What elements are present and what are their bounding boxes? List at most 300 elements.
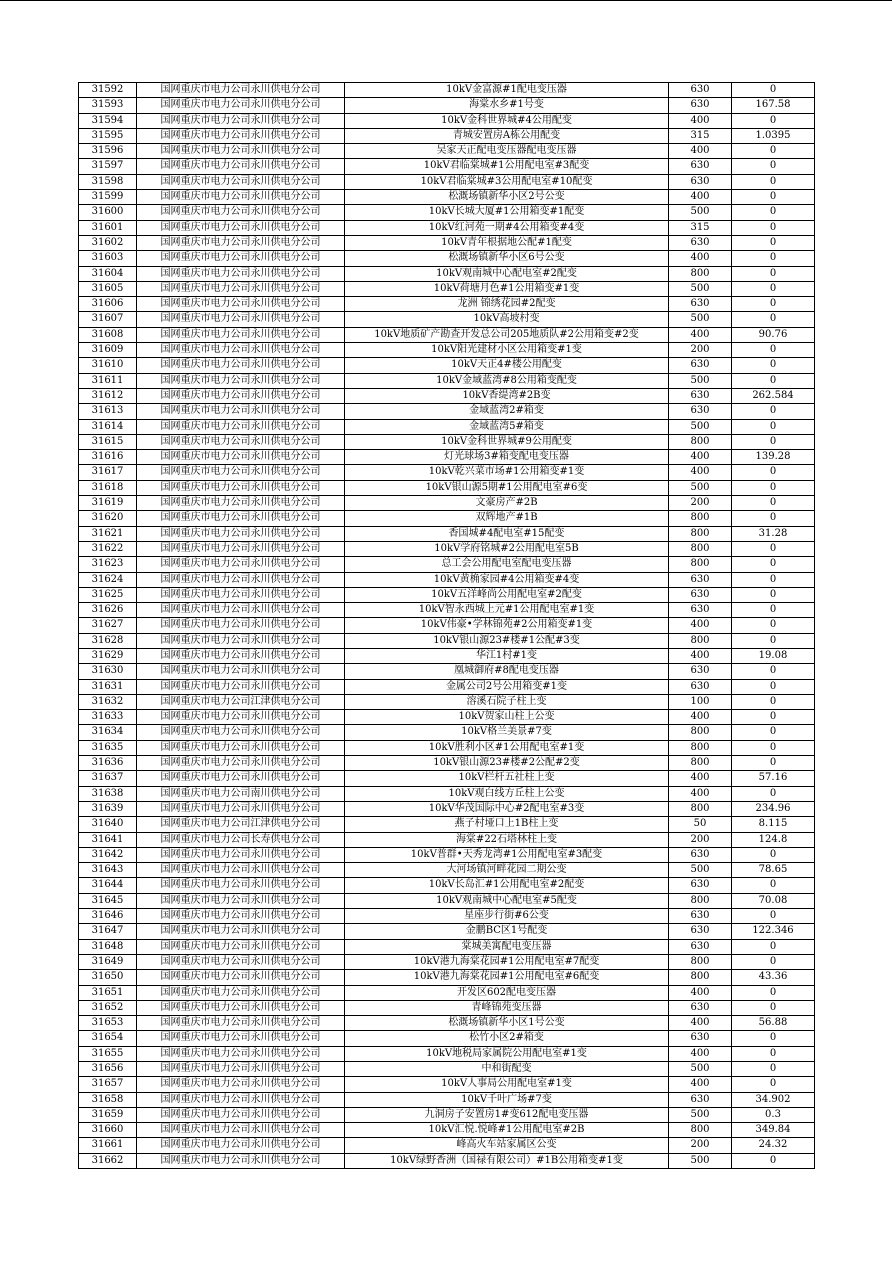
table-row <box>79 740 815 755</box>
transformer-name-cell: 大河场镇河畔花园二期公变 <box>345 863 669 878</box>
transformer-name-cell: 华江1村#1变 <box>345 648 669 663</box>
table-row <box>79 557 815 572</box>
row-id-cell: 31644 <box>79 878 137 893</box>
value-cell: 0 <box>732 83 815 98</box>
value-cell: 0 <box>732 679 815 694</box>
company-cell: 国网重庆市电力公司永川供电分公司 <box>137 312 345 327</box>
capacity-cell: 800 <box>669 1123 732 1138</box>
capacity-cell: 800 <box>669 526 732 541</box>
company-cell: 国网重庆市电力公司永川供电分公司 <box>137 924 345 939</box>
capacity-cell: 400 <box>669 327 732 342</box>
row-id-cell: 31626 <box>79 603 137 618</box>
row-id-cell: 31634 <box>79 725 137 740</box>
value-cell: 0 <box>732 419 815 434</box>
transformer-name-cell: 10kV银山源5期#1公用配电室#6变 <box>345 480 669 495</box>
row-id-cell: 31639 <box>79 801 137 816</box>
value-cell: 0 <box>732 909 815 924</box>
transformer-name-cell: 灯光球场3#箱变配电变压器 <box>345 450 669 465</box>
transformer-name-cell: 10kV荷塘月色#1公用箱变#1变 <box>345 281 669 296</box>
table-row <box>79 128 815 143</box>
capacity-cell: 800 <box>669 740 732 755</box>
capacity-cell: 630 <box>669 924 732 939</box>
value-cell: 0 <box>732 740 815 755</box>
value-cell: 0 <box>732 664 815 679</box>
transformer-name-cell: 九洞房子安置房1#变612配电变压器 <box>345 1107 669 1122</box>
table-row <box>79 648 815 663</box>
table-row <box>79 526 815 541</box>
company-cell: 国网重庆市电力公司永川供电分公司 <box>137 725 345 740</box>
company-cell: 国网重庆市电力公司永川供电分公司 <box>137 1092 345 1107</box>
row-id-cell: 31662 <box>79 1153 137 1168</box>
value-cell: 0 <box>732 404 815 419</box>
capacity-cell: 630 <box>669 297 732 312</box>
capacity-cell: 315 <box>669 220 732 235</box>
capacity-cell: 400 <box>669 1016 732 1031</box>
company-cell: 国网重庆市电力公司永川供电分公司 <box>137 113 345 128</box>
transformer-name-cell: 松溉场镇新华小区6号公变 <box>345 251 669 266</box>
company-cell: 国网重庆市电力公司永川供电分公司 <box>137 618 345 633</box>
row-id-cell: 31643 <box>79 863 137 878</box>
value-cell: 0 <box>732 281 815 296</box>
capacity-cell: 800 <box>669 557 732 572</box>
transformer-name-cell: 10kV金域蓝湾#8公用箱变配变 <box>345 373 669 388</box>
value-cell: 0 <box>732 190 815 205</box>
capacity-cell: 400 <box>669 710 732 725</box>
table-row <box>79 633 815 648</box>
table-row <box>79 725 815 740</box>
company-cell: 国网重庆市电力公司永川供电分公司 <box>137 235 345 250</box>
capacity-cell: 400 <box>669 985 732 1000</box>
table-row <box>79 1046 815 1061</box>
capacity-cell: 800 <box>669 970 732 985</box>
transformer-name-cell: 金属公司2号公用箱变#1变 <box>345 679 669 694</box>
capacity-cell: 800 <box>669 801 732 816</box>
value-cell: 8.115 <box>732 817 815 832</box>
transformer-name-cell: 10kV香缇湾#2B变 <box>345 388 669 403</box>
transformer-name-cell: 10kV地质矿产勘查开发总公司205地质队#2公用箱变#2变 <box>345 327 669 342</box>
value-cell: 0 <box>732 266 815 281</box>
table-row <box>79 817 815 832</box>
company-cell: 国网重庆市电力公司永川供电分公司 <box>137 970 345 985</box>
company-cell: 国网重庆市电力公司南川供电分公司 <box>137 786 345 801</box>
table-row <box>79 83 815 98</box>
company-cell: 国网重庆市电力公司永川供电分公司 <box>137 1123 345 1138</box>
capacity-cell: 800 <box>669 954 732 969</box>
value-cell: 167.58 <box>732 98 815 113</box>
company-cell: 国网重庆市电力公司永川供电分公司 <box>137 1031 345 1046</box>
table-row <box>79 465 815 480</box>
value-cell: 0 <box>732 756 815 771</box>
company-cell: 国网重庆市电力公司永川供电分公司 <box>137 190 345 205</box>
capacity-cell: 630 <box>669 235 732 250</box>
row-id-cell: 31599 <box>79 190 137 205</box>
value-cell: 122.346 <box>732 924 815 939</box>
row-id-cell: 31596 <box>79 144 137 159</box>
company-cell: 国网重庆市电力公司永川供电分公司 <box>137 297 345 312</box>
company-cell: 国网重庆市电力公司永川供电分公司 <box>137 801 345 816</box>
value-cell: 0 <box>732 511 815 526</box>
company-cell: 国网重庆市电力公司永川供电分公司 <box>137 251 345 266</box>
row-id-cell: 31625 <box>79 587 137 602</box>
table-row <box>79 603 815 618</box>
table-row <box>79 404 815 419</box>
value-cell: 78.65 <box>732 863 815 878</box>
row-id-cell: 31597 <box>79 159 137 174</box>
table-row <box>79 297 815 312</box>
company-cell: 国网重庆市电力公司永川供电分公司 <box>137 740 345 755</box>
capacity-cell: 400 <box>669 786 732 801</box>
value-cell: 1.0395 <box>732 128 815 143</box>
table-row <box>79 327 815 342</box>
capacity-cell: 800 <box>669 434 732 449</box>
transformer-name-cell: 10kV高坡村变 <box>345 312 669 327</box>
capacity-cell: 315 <box>669 128 732 143</box>
capacity-cell: 400 <box>669 771 732 786</box>
row-id-cell: 31601 <box>79 220 137 235</box>
row-id-cell: 31610 <box>79 358 137 373</box>
table-row <box>79 878 815 893</box>
row-id-cell: 31633 <box>79 710 137 725</box>
table-row <box>79 541 815 556</box>
capacity-cell: 500 <box>669 419 732 434</box>
company-cell: 国网重庆市电力公司永川供电分公司 <box>137 480 345 495</box>
table-row <box>79 1123 815 1138</box>
transformer-name-cell: 10kV观南城中心配电室#5配变 <box>345 893 669 908</box>
table-row <box>79 1031 815 1046</box>
transformer-name-cell: 10kV人事局公用配电室#1变 <box>345 1077 669 1092</box>
row-id-cell: 31642 <box>79 847 137 862</box>
row-id-cell: 31604 <box>79 266 137 281</box>
table-row <box>79 144 815 159</box>
table-row <box>79 924 815 939</box>
company-cell: 国网重庆市电力公司永川供电分公司 <box>137 343 345 358</box>
transformer-name-cell: 海棠#22石塔林柱上变 <box>345 832 669 847</box>
transformer-name-cell: 金域蓝湾2#箱变 <box>345 404 669 419</box>
row-id-cell: 31649 <box>79 954 137 969</box>
value-cell: 0 <box>732 633 815 648</box>
company-cell: 国网重庆市电力公司永川供电分公司 <box>137 572 345 587</box>
transformer-name-cell: 10kV长岛汇#1公用配电室#2配变 <box>345 878 669 893</box>
value-cell: 0 <box>732 373 815 388</box>
capacity-cell: 630 <box>669 1092 732 1107</box>
company-cell: 国网重庆市电力公司永川供电分公司 <box>137 358 345 373</box>
company-cell: 国网重庆市电力公司永川供电分公司 <box>137 878 345 893</box>
value-cell: 0 <box>732 159 815 174</box>
row-id-cell: 31613 <box>79 404 137 419</box>
value-cell: 34.902 <box>732 1092 815 1107</box>
table-row <box>79 618 815 633</box>
table-row <box>79 312 815 327</box>
row-id-cell: 31609 <box>79 343 137 358</box>
row-id-cell: 31650 <box>79 970 137 985</box>
capacity-cell: 500 <box>669 281 732 296</box>
row-id-cell: 31617 <box>79 465 137 480</box>
company-cell: 国网重庆市电力公司永川供电分公司 <box>137 526 345 541</box>
row-id-cell: 31592 <box>79 83 137 98</box>
capacity-cell: 400 <box>669 144 732 159</box>
table-row <box>79 1062 815 1077</box>
capacity-cell: 400 <box>669 648 732 663</box>
company-cell: 国网重庆市电力公司永川供电分公司 <box>137 327 345 342</box>
transformer-name-cell: 10kV五洋峰尚公用配电室#2配变 <box>345 587 669 602</box>
capacity-cell: 400 <box>669 1046 732 1061</box>
capacity-cell: 630 <box>669 404 732 419</box>
row-id-cell: 31647 <box>79 924 137 939</box>
transformer-name-cell: 10kV阳光建材小区公用箱变#1变 <box>345 343 669 358</box>
transformer-name-cell: 10kV格兰美景#7变 <box>345 725 669 740</box>
capacity-cell: 500 <box>669 1107 732 1122</box>
table-row <box>79 939 815 954</box>
value-cell: 0 <box>732 541 815 556</box>
table-row <box>79 679 815 694</box>
company-cell: 国网重庆市电力公司永川供电分公司 <box>137 710 345 725</box>
value-cell: 0 <box>732 878 815 893</box>
company-cell: 国网重庆市电力公司永川供电分公司 <box>137 159 345 174</box>
transformer-name-cell: 松溉场镇新华小区1号公变 <box>345 1016 669 1031</box>
company-cell: 国网重庆市电力公司永川供电分公司 <box>137 771 345 786</box>
row-id-cell: 31600 <box>79 205 137 220</box>
row-id-cell: 31627 <box>79 618 137 633</box>
transformer-name-cell: 文豪房产#2B <box>345 496 669 511</box>
table-row <box>79 970 815 985</box>
capacity-cell: 630 <box>669 603 732 618</box>
capacity-cell: 400 <box>669 251 732 266</box>
transformer-name-cell: 凰城御府#8配电变压器 <box>345 664 669 679</box>
transformer-name-cell: 10kV千叶广场#7变 <box>345 1092 669 1107</box>
value-cell: 0 <box>732 847 815 862</box>
company-cell: 国网重庆市电力公司永川供电分公司 <box>137 419 345 434</box>
table-row <box>79 771 815 786</box>
capacity-cell: 500 <box>669 1062 732 1077</box>
transformer-name-cell: 10kV银山源23#楼#2公配#2变 <box>345 756 669 771</box>
table-row <box>79 664 815 679</box>
row-id-cell: 31620 <box>79 511 137 526</box>
company-cell: 国网重庆市电力公司永川供电分公司 <box>137 128 345 143</box>
capacity-cell: 630 <box>669 1031 732 1046</box>
row-id-cell: 31603 <box>79 251 137 266</box>
capacity-cell: 800 <box>669 541 732 556</box>
transformer-name-cell: 10kV金科世界城#4公用配变 <box>345 113 669 128</box>
row-id-cell: 31630 <box>79 664 137 679</box>
transformer-name-cell: 10kV观南城中心配电室#2配变 <box>345 266 669 281</box>
row-id-cell: 31653 <box>79 1016 137 1031</box>
value-cell: 0 <box>732 358 815 373</box>
value-cell: 57.16 <box>732 771 815 786</box>
company-cell: 国网重庆市电力公司永川供电分公司 <box>137 373 345 388</box>
row-id-cell: 31615 <box>79 434 137 449</box>
company-cell: 国网重庆市电力公司永川供电分公司 <box>137 388 345 403</box>
transformer-name-cell: 溶溪石院子柱上变 <box>345 694 669 709</box>
row-id-cell: 31658 <box>79 1092 137 1107</box>
capacity-cell: 400 <box>669 465 732 480</box>
transformer-name-cell: 中和街配变 <box>345 1062 669 1077</box>
value-cell: 90.76 <box>732 327 815 342</box>
row-id-cell: 31661 <box>79 1138 137 1153</box>
capacity-cell: 630 <box>669 572 732 587</box>
table-row <box>79 1092 815 1107</box>
row-id-cell: 31636 <box>79 756 137 771</box>
row-id-cell: 31598 <box>79 174 137 189</box>
value-cell: 0 <box>732 480 815 495</box>
transformer-name-cell: 10kV栏杆五社柱上变 <box>345 771 669 786</box>
company-cell: 国网重庆市电力公司永川供电分公司 <box>137 1046 345 1061</box>
company-cell: 国网重庆市电力公司永川供电分公司 <box>137 496 345 511</box>
transformer-name-cell: 双辉地产#1B <box>345 511 669 526</box>
transformer-name-cell: 10kV金富源#1配电变压器 <box>345 83 669 98</box>
row-id-cell: 31606 <box>79 297 137 312</box>
capacity-cell: 800 <box>669 511 732 526</box>
table-row <box>79 909 815 924</box>
value-cell: 0 <box>732 235 815 250</box>
row-id-cell: 31637 <box>79 771 137 786</box>
transformer-name-cell: 香国城#4配电室#15配变 <box>345 526 669 541</box>
table-row <box>79 985 815 1000</box>
capacity-cell: 500 <box>669 1153 732 1168</box>
value-cell: 0 <box>732 1046 815 1061</box>
value-cell: 0 <box>732 297 815 312</box>
row-id-cell: 31607 <box>79 312 137 327</box>
value-cell: 0 <box>732 1031 815 1046</box>
value-cell: 24.32 <box>732 1138 815 1153</box>
transformer-name-cell: 10kV港九海棠花园#1公用配电室#7配变 <box>345 954 669 969</box>
table-row <box>79 496 815 511</box>
row-id-cell: 31628 <box>79 633 137 648</box>
value-cell: 349.84 <box>732 1123 815 1138</box>
transformer-name-cell: 棠城美寓配电变压器 <box>345 939 669 954</box>
table-row <box>79 419 815 434</box>
table-row <box>79 373 815 388</box>
company-cell: 国网重庆市电力公司永川供电分公司 <box>137 404 345 419</box>
row-id-cell: 31614 <box>79 419 137 434</box>
capacity-cell: 500 <box>669 863 732 878</box>
capacity-cell: 630 <box>669 878 732 893</box>
row-id-cell: 31638 <box>79 786 137 801</box>
company-cell: 国网重庆市电力公司永川供电分公司 <box>137 1138 345 1153</box>
company-cell: 国网重庆市电力公司永川供电分公司 <box>137 648 345 663</box>
value-cell: 0 <box>732 786 815 801</box>
value-cell: 0 <box>732 587 815 602</box>
transformer-name-cell: 10kV银山源23#楼#1公配#3变 <box>345 633 669 648</box>
transformer-name-cell: 10kV胜利小区#1公用配电室#1变 <box>345 740 669 755</box>
transformer-name-cell: 10kV华茂国际中心#2配电室#3变 <box>345 801 669 816</box>
transformer-name-cell: 10kV君临棠城#3公用配电室#10配变 <box>345 174 669 189</box>
value-cell: 0 <box>732 725 815 740</box>
transformer-name-cell: 10kV长城大厦#1公用箱变#1配变 <box>345 205 669 220</box>
table-row <box>79 511 815 526</box>
transformer-name-cell: 吴家天正配电变压器配电变压器 <box>345 144 669 159</box>
transformer-name-cell: 青峰锦苑变压器 <box>345 1000 669 1015</box>
row-id-cell: 31618 <box>79 480 137 495</box>
transformer-name-cell: 10kV绿野香洲（国禄有限公司）#1B公用箱变#1变 <box>345 1153 669 1168</box>
capacity-cell: 400 <box>669 1077 732 1092</box>
company-cell: 国网重庆市电力公司永川供电分公司 <box>137 541 345 556</box>
capacity-cell: 800 <box>669 633 732 648</box>
company-cell: 国网重庆市电力公司永川供电分公司 <box>137 847 345 862</box>
transformer-name-cell: 10kV港九海棠花园#1公用配电室#6配变 <box>345 970 669 985</box>
company-cell: 国网重庆市电力公司永川供电分公司 <box>137 450 345 465</box>
transformer-name-cell: 星座步行街#6公变 <box>345 909 669 924</box>
value-cell: 0 <box>732 1062 815 1077</box>
table-row <box>79 159 815 174</box>
company-cell: 国网重庆市电力公司永川供电分公司 <box>137 603 345 618</box>
row-id-cell: 31631 <box>79 679 137 694</box>
company-cell: 国网重庆市电力公司江津供电分公司 <box>137 694 345 709</box>
transformer-name-cell: 10kV金科世界城#9公用配变 <box>345 434 669 449</box>
row-id-cell: 31602 <box>79 235 137 250</box>
transformer-name-cell: 海棠水乡#1号变 <box>345 98 669 113</box>
capacity-cell: 800 <box>669 893 732 908</box>
row-id-cell: 31652 <box>79 1000 137 1015</box>
table-row <box>79 847 815 862</box>
value-cell: 31.28 <box>732 526 815 541</box>
capacity-cell: 630 <box>669 83 732 98</box>
value-cell: 0 <box>732 113 815 128</box>
table-row <box>79 1016 815 1031</box>
company-cell: 国网重庆市电力公司永川供电分公司 <box>137 83 345 98</box>
value-cell: 0.3 <box>732 1107 815 1122</box>
capacity-cell: 630 <box>669 159 732 174</box>
capacity-cell: 630 <box>669 847 732 862</box>
capacity-cell: 400 <box>669 618 732 633</box>
table-row <box>79 954 815 969</box>
table-row <box>79 1000 815 1015</box>
capacity-cell: 800 <box>669 756 732 771</box>
company-cell: 国网重庆市电力公司永川供电分公司 <box>137 220 345 235</box>
capacity-cell: 630 <box>669 939 732 954</box>
capacity-cell: 400 <box>669 190 732 205</box>
capacity-cell: 630 <box>669 679 732 694</box>
capacity-cell: 500 <box>669 480 732 495</box>
row-id-cell: 31646 <box>79 909 137 924</box>
capacity-cell: 630 <box>669 664 732 679</box>
capacity-cell: 630 <box>669 909 732 924</box>
company-cell: 国网重庆市电力公司永川供电分公司 <box>137 893 345 908</box>
value-cell: 0 <box>732 1153 815 1168</box>
table-row <box>79 710 815 725</box>
company-cell: 国网重庆市电力公司永川供电分公司 <box>137 985 345 1000</box>
company-cell: 国网重庆市电力公司永川供电分公司 <box>137 633 345 648</box>
capacity-cell: 100 <box>669 694 732 709</box>
transformer-name-cell: 10kV乾兴菜市场#1公用箱变#1变 <box>345 465 669 480</box>
value-cell: 0 <box>732 710 815 725</box>
capacity-cell: 200 <box>669 343 732 358</box>
capacity-cell: 630 <box>669 174 732 189</box>
value-cell: 0 <box>732 220 815 235</box>
value-cell: 0 <box>732 985 815 1000</box>
page-top-rule <box>0 0 892 1</box>
row-id-cell: 31648 <box>79 939 137 954</box>
transformer-table-body <box>79 83 815 1169</box>
company-cell: 国网重庆市电力公司永川供电分公司 <box>137 205 345 220</box>
row-id-cell: 31654 <box>79 1031 137 1046</box>
capacity-cell: 630 <box>669 388 732 403</box>
value-cell: 0 <box>732 343 815 358</box>
transformer-name-cell: 燕子村垭口上1B柱上变 <box>345 817 669 832</box>
table-row <box>79 174 815 189</box>
company-cell: 国网重庆市电力公司永川供电分公司 <box>137 1016 345 1031</box>
value-cell: 262.584 <box>732 388 815 403</box>
capacity-cell: 800 <box>669 266 732 281</box>
table-row <box>79 343 815 358</box>
transformer-name-cell: 开发区602配电变压器 <box>345 985 669 1000</box>
table-row <box>79 694 815 709</box>
row-id-cell: 31655 <box>79 1046 137 1061</box>
transformer-name-cell: 10kV青年根据地公配#1配变 <box>345 235 669 250</box>
row-id-cell: 31611 <box>79 373 137 388</box>
company-cell: 国网重庆市电力公司永川供电分公司 <box>137 679 345 694</box>
value-cell: 19.08 <box>732 648 815 663</box>
company-cell: 国网重庆市电力公司永川供电分公司 <box>137 281 345 296</box>
